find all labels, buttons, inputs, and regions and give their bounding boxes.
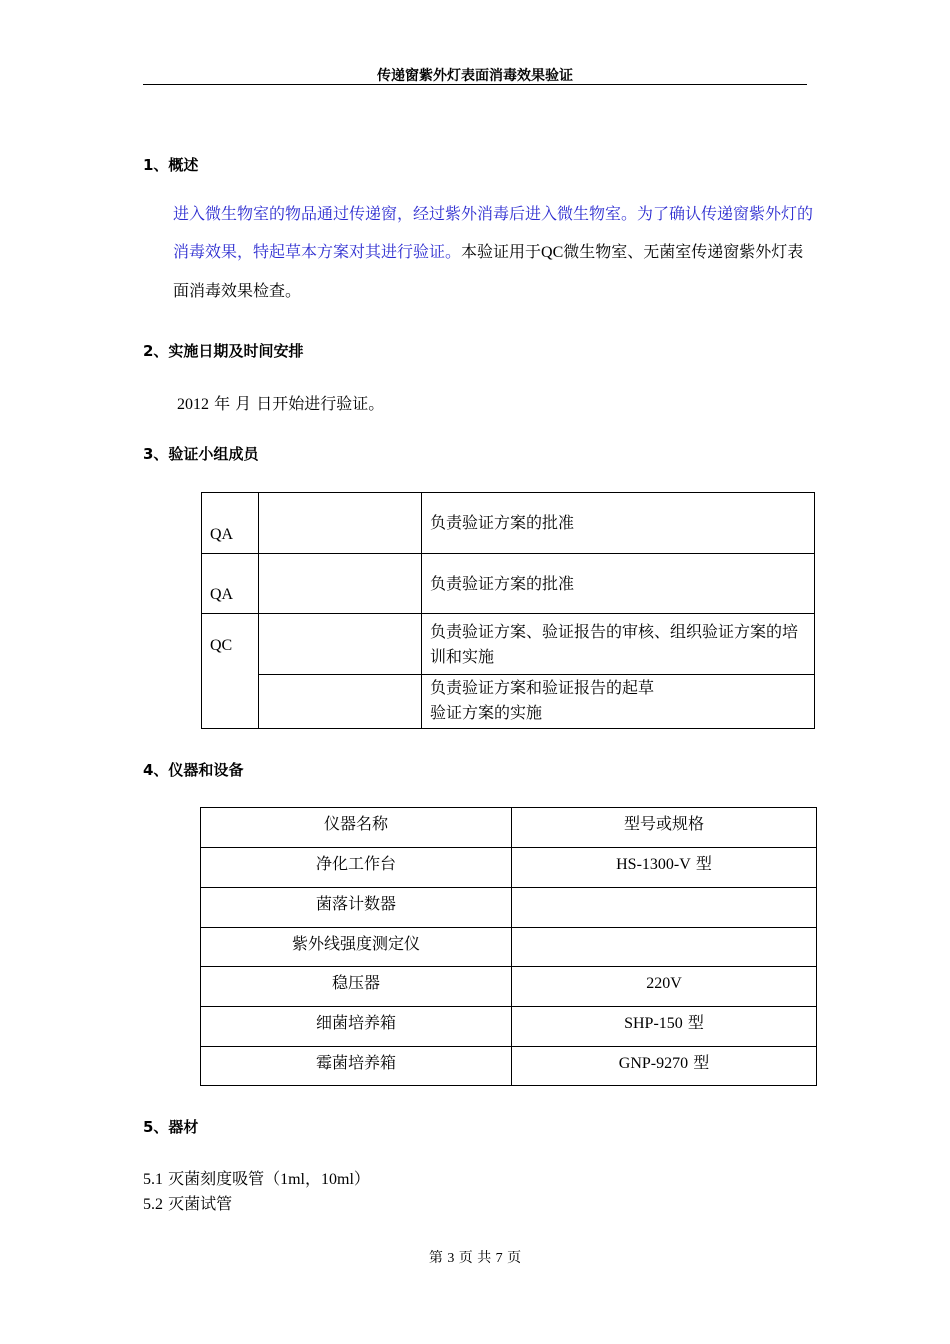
- member-name: [259, 614, 422, 675]
- section-5-heading: 5、器材: [143, 1118, 199, 1136]
- member-dept: QC: [202, 614, 259, 729]
- page-footer: [0, 1247, 950, 1267]
- overview-text-blue: 进入微生物室的物品通过传递窗，经过紫外消毒后进入微生物室。为了确认传递窗紫外灯的消毒效果，特起草本方案对其进行验证。: [173, 204, 814, 261]
- model-suffix: 型: [695, 854, 712, 873]
- schedule-text: 年 月 日开始进行验证。: [214, 394, 385, 413]
- equipment-name: 细菌培养箱: [201, 1007, 512, 1047]
- material-item-1-spec: （1ml，10ml）: [264, 1171, 370, 1188]
- equipment-model: [512, 967, 817, 1007]
- equipment-name: 稳压器: [201, 967, 512, 1007]
- member-name: [259, 675, 422, 729]
- material-item-2-num: 5.2: [143, 1196, 163, 1213]
- footer-middle: 页 共: [458, 1250, 492, 1266]
- equipment-table: [200, 807, 817, 1086]
- table-row: [201, 808, 817, 848]
- schedule-line: [177, 391, 384, 414]
- material-item-1-num: 5.1: [143, 1171, 163, 1188]
- equipment-model: [512, 1007, 817, 1047]
- material-item-1-text: 灭菌刻度吸管: [168, 1169, 265, 1188]
- member-dept: QA: [202, 493, 259, 554]
- member-duty-line2: 验证方案的实施: [430, 703, 543, 722]
- equipment-header-model: 型号或规格: [512, 808, 817, 848]
- table-row: [202, 493, 815, 554]
- page-header-title: 传递窗紫外灯表面消毒效果验证: [377, 68, 573, 84]
- material-item-2: [143, 1191, 232, 1214]
- member-name: [259, 493, 422, 554]
- model-code: SHP-150: [624, 1015, 683, 1032]
- footer-page-number: 3: [447, 1251, 455, 1266]
- equipment-model: [512, 888, 817, 928]
- member-dept: QA: [202, 554, 259, 614]
- equipment-model: [512, 928, 817, 967]
- footer-prefix: 第: [428, 1250, 443, 1266]
- model-suffix: 型: [687, 1013, 704, 1032]
- members-table: [201, 492, 815, 729]
- model-suffix: 型: [693, 1053, 710, 1072]
- member-duty: 负责验证方案的批准: [422, 493, 815, 554]
- equipment-model: [512, 1047, 817, 1086]
- section-1-paragraph: [173, 195, 813, 310]
- material-item-1: [143, 1166, 370, 1189]
- member-duty: 负责验证方案的批准: [422, 554, 815, 614]
- footer-total-pages: 7: [495, 1251, 503, 1266]
- table-row: [201, 1007, 817, 1047]
- header-rule: [143, 84, 807, 85]
- model-code: GNP-9270: [618, 1055, 689, 1072]
- table-row: [201, 928, 817, 967]
- table-row: [202, 675, 815, 729]
- member-duty-line1: 负责验证方案和验证报告的起草: [430, 678, 655, 697]
- table-row: [201, 888, 817, 928]
- table-row: [202, 554, 815, 614]
- equipment-name: 紫外线强度测定仪: [201, 928, 512, 967]
- member-duty: 负责验证方案、验证报告的审核、组织验证方案的培训和实施: [422, 614, 815, 675]
- member-duty-multi: [422, 675, 815, 729]
- model-code: 220V: [646, 975, 682, 992]
- equipment-name: 菌落计数器: [201, 888, 512, 928]
- material-item-2-text: 灭菌试管: [168, 1194, 233, 1213]
- overview-qc: QC: [541, 244, 564, 261]
- equipment-header-name: 仪器名称: [201, 808, 512, 848]
- table-row: [201, 967, 817, 1007]
- equipment-name: 净化工作台: [201, 848, 512, 888]
- section-1-heading: 1、概述: [143, 156, 199, 174]
- table-row: [201, 848, 817, 888]
- table-row: [201, 1047, 817, 1086]
- model-code: HS-1300-V: [616, 856, 691, 873]
- overview-text: 本验证用于: [461, 242, 542, 261]
- section-4-heading: 4、仪器和设备: [143, 761, 244, 779]
- member-name: [259, 554, 422, 614]
- schedule-year: 2012: [177, 396, 209, 413]
- equipment-name: 霉菌培养箱: [201, 1047, 512, 1086]
- section-3-heading: 3、验证小组成员: [143, 445, 259, 463]
- section-2-heading: 2、实施日期及时间安排: [143, 342, 304, 360]
- equipment-model: [512, 848, 817, 888]
- overview-text-2: 微生物室、无菌室传递窗紫外灯表面消毒效果检查。: [173, 242, 804, 300]
- footer-suffix: 页: [507, 1250, 522, 1266]
- table-row: [202, 614, 815, 675]
